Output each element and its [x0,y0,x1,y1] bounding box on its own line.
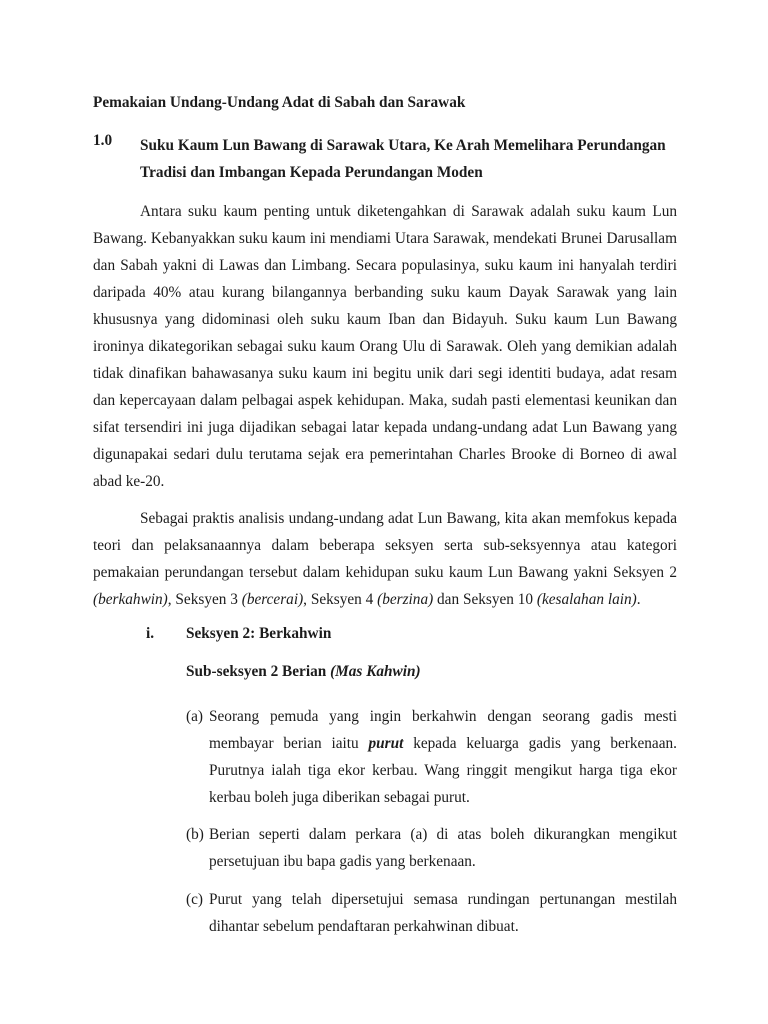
subsection-number: i. [146,625,155,642]
sub-subsection-title [186,663,421,681]
paragraph-2-sep: , Seksyen 3 [167,591,238,608]
list-item-text: Purut yang telah dipersetujui semasa rundingan pertunangan mestilah dihantar sebelum pendaftaran perkahwinan dibuat. [209,891,677,935]
section-title: Suku Kaum Lun Bawang di Sarawak Utara, Ke Arah Memelihara Perundangan Tradisi dan Imbangan Kepada Perundangan Moden [140,137,666,181]
paragraph-2-sep: dan Seksyen 10 [433,591,534,608]
list-item-text: Berian seperti dalam perkara (a) di atas boleh dikurangkan mengikut persetujuan ibu bapa gadis yang berkenaan. [209,826,677,870]
paragraph-2 [93,505,677,613]
list-item-label: (a) [186,708,203,725]
list-item [186,703,677,811]
list-item [186,886,677,940]
term-kesalahan-lain: (kesalahan lain) [536,591,637,608]
item-a-text-after: kepada keluarga gadis yang berkenaan. Purutnya ialah tiga ekor kerbau. Wang ringgit mengikut harga tiga ekor kerbau boleh juga diberikan sebagai purut. [209,735,677,806]
list-item [186,821,677,875]
sub-subsection-italic: (Mas Kahwin) [330,663,421,680]
list-item-text [209,703,677,811]
paragraph-1 [93,198,677,495]
subsection-title: Seksyen 2: Berkahwin [186,625,332,642]
term-berkahwin: (berkahwin) [93,591,168,608]
list-item-label: (c) [186,891,203,908]
paragraph-2-end: . [636,591,641,608]
term-purut: purut [368,735,404,752]
term-berzina: (berzina) [377,591,434,608]
section-number: 1.0 [93,132,113,149]
document-heading: Pemakaian Undang-Undang Adat di Sabah dan Sarawak [93,94,466,111]
paragraph-1-text: Antara suku kaum penting untuk diketengahkan di Sarawak adalah suku kaum Lun Bawang. Kebanyakkan suku kaum ini mendiami Utara Sarawak, mendekati Brunei Darusallam dan Sabah yakni di Lawas dan Limbang. Secara populasinya, suku kaum ini hanyalah terdiri daripada 40% atau kurang bilangannya berbanding suku kaum Dayak Sarawak yang lain khususnya yang didominasi oleh suku kaum Iban dan Bidayuh. Suku kaum Lun Bawang ironinya dikategorikan sebagai suku kaum Orang Ulu di Sarawak. Oleh yang demikian adalah tidak dinafikan bahawasanya suku kaum ini begitu unik dari segi identiti budaya, adat resam dan kepercayaan dalam pelbagai aspek kehidupan. Maka, sudah pasti elementasi keunikan dan sifat tersendiri ini juga dijadikan sebagai latar kepada undang-undang adat Lun Bawang yang digunapakai sedari dulu terutama sejak era pemerintahan Charles Brooke di Borneo di awal abad ke-20. [93,203,677,490]
paragraph-2-text: Sebagai praktis analisis undang-undang adat Lun Bawang, kita akan memfokus kepada teori dan pelaksanaannya dalam beberapa seksyen serta sub-seksyennya atau kategori pemakaian perundangan tersebut dalam kehidupan suku kaum Lun Bawang yakni Seksyen 2 [93,510,677,581]
list-item-label: (b) [186,826,204,843]
paragraph-2-sep: , Seksyen 4 [303,591,374,608]
sub-subsection-label: Sub-seksyen 2 Berian [186,663,327,680]
term-bercerai: (bercerai) [241,591,304,608]
item-a-text-before: Seorang pemuda yang ingin berkahwin dengan seorang gadis mesti membayar berian iaitu [209,708,677,752]
